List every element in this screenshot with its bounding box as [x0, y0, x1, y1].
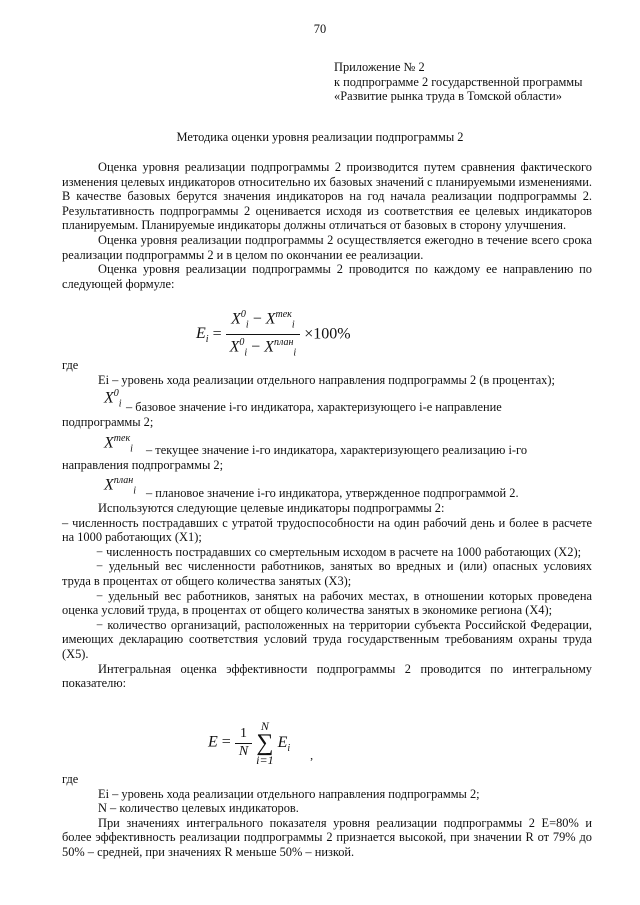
formula-equals: = — [212, 325, 222, 343]
definition-n: N – количество целевых индикаторов. — [98, 801, 299, 816]
indicator-x3: − удельный вес численности работников, занятых во вредных и (или) опасных условиях труда в процентах от общего количества занятых (Х3); — [62, 559, 592, 588]
formula-fraction — [226, 308, 301, 361]
xplan-symbol: $X^{план}_i$ — [104, 475, 137, 497]
definition-x0 — [62, 400, 592, 429]
definitions-block — [62, 358, 592, 387]
definition-xplan-line1: – плановое значение i-го индикатора, утвержденное подпрограммой 2. — [146, 486, 519, 500]
definition-xtek — [62, 443, 592, 472]
where-label-1: где — [62, 358, 79, 372]
indicator-x1: – численность пострадавших с утратой трудоспособности на один рабочий день и более в расчете на 1000 работающих (Х1); — [62, 515, 592, 545]
formula-lhs: $E_i$ — [196, 325, 209, 346]
final-paragraph: При значениях интегрального показателя уровня реализации подпрограммы 2 Е=80% и более эффективность реализации подпрограммы 2 признается высокой, при значении R от 79% до 50% – средней, при значениях R меньше 50% – низкой. — [62, 815, 592, 859]
xtek-symbol: $X^{тек}_i$ — [104, 433, 133, 455]
formula-integral: E = $\frac{1}{N}$ N ∑ i=1 $E_i$ $_,$ — [208, 719, 314, 767]
formula-numerator: $X^0_i - X^{тек}_i$ — [226, 308, 301, 335]
paragraph-2: Оценка уровня реализации подпрограммы 2 осуществляется ежегодно в течение всего срока реализации подпрограммы 2 и в целом по окончании ее реализации. — [62, 232, 592, 262]
formula-ei — [196, 308, 351, 361]
formula2-sum: N ∑ i=1 — [256, 719, 274, 767]
annex-line-1: Приложение № 2 — [334, 60, 425, 74]
definition-ei: Ei – уровень хода реализации отдельного направления подпрограммы 2 (в процентах); — [98, 372, 555, 387]
x0-symbol: $X^0_i$ — [104, 388, 122, 410]
definition-xplan — [62, 486, 592, 501]
formula2-equals: = — [221, 733, 231, 751]
definition-xtek-line1: – текущее значение i-го индикатора, характеризующего реализацию i-го — [146, 443, 528, 457]
indicator-x5: − количество организаций, расположенных на территории субъекта Российской Федерации, имеющих декларацию соответствия условий труда государственным требованиям охраны труда (Х5). — [62, 617, 592, 661]
paragraph-3: Оценка уровня реализации подпрограммы 2 проводится по каждому ее направлению по следующей формуле: — [62, 262, 592, 291]
annex-header — [334, 60, 582, 104]
indicators-block — [62, 501, 592, 691]
definition-x0-line1: – базовое значение i-го индикатора, характеризующего i-е направление — [126, 400, 502, 414]
where-label-2: где — [62, 772, 79, 786]
intro-block — [62, 160, 592, 291]
formula2-fraction: $\frac{1}{N}$ — [235, 727, 252, 759]
page-number: 70 — [313, 22, 327, 36]
formula-times-100: ×100% — [304, 325, 351, 343]
indicators-intro: Используются следующие целевые индикаторы подпрограммы 2: — [98, 501, 445, 515]
definition-x0-line2: подпрограммы 2; — [62, 414, 154, 429]
paragraph-1: Оценка уровня реализации подпрограммы 2 производится путем сравнения фактического изменения целевых индикаторов относительно их базовых значений с планируемыми изменениями. В качестве базовых берутся значения индикаторов на год начала реализации подпрограммы 2. Результативность подпрограммы 2 оценивается исходя из соответствия ее целевых индикаторов планируемым. Планируемые индикаторы должны отличаться от базовых в сторону улучшения. — [62, 160, 592, 233]
indicator-x2: − численность пострадавших со смертельным исходом в расчете на 1000 работающих (Х2); — [96, 544, 582, 559]
annex-line-2: к подпрограмме 2 государственной программы — [334, 74, 583, 89]
annex-line-3: «Развитие рынка труда в Томской области» — [334, 89, 562, 104]
paragraph-integral: Интегральная оценка эффективности подпрограммы 2 проводится по интегральному показателю: — [62, 661, 592, 691]
formula2-lhs: E — [208, 733, 218, 751]
final-block — [62, 772, 592, 860]
document-title: Методика оценки уровня реализации подпрограммы 2 — [176, 130, 464, 144]
formula2-term: $E_i$ — [277, 733, 291, 754]
definition-ei-2: Ei – уровень хода реализации отдельного направления подпрограммы 2; — [98, 786, 480, 801]
formula-denominator: $X^0_i - X^{план}_i$ — [229, 337, 297, 359]
definition-xtek-line2: направления подпрограммы 2; — [62, 457, 224, 472]
indicator-x4: − удельный вес работников, занятых на рабочих местах, в отношении которых проведена оценка условий труда, в процентах от общего количества занятых в экономике региона (Х4); — [62, 588, 592, 618]
